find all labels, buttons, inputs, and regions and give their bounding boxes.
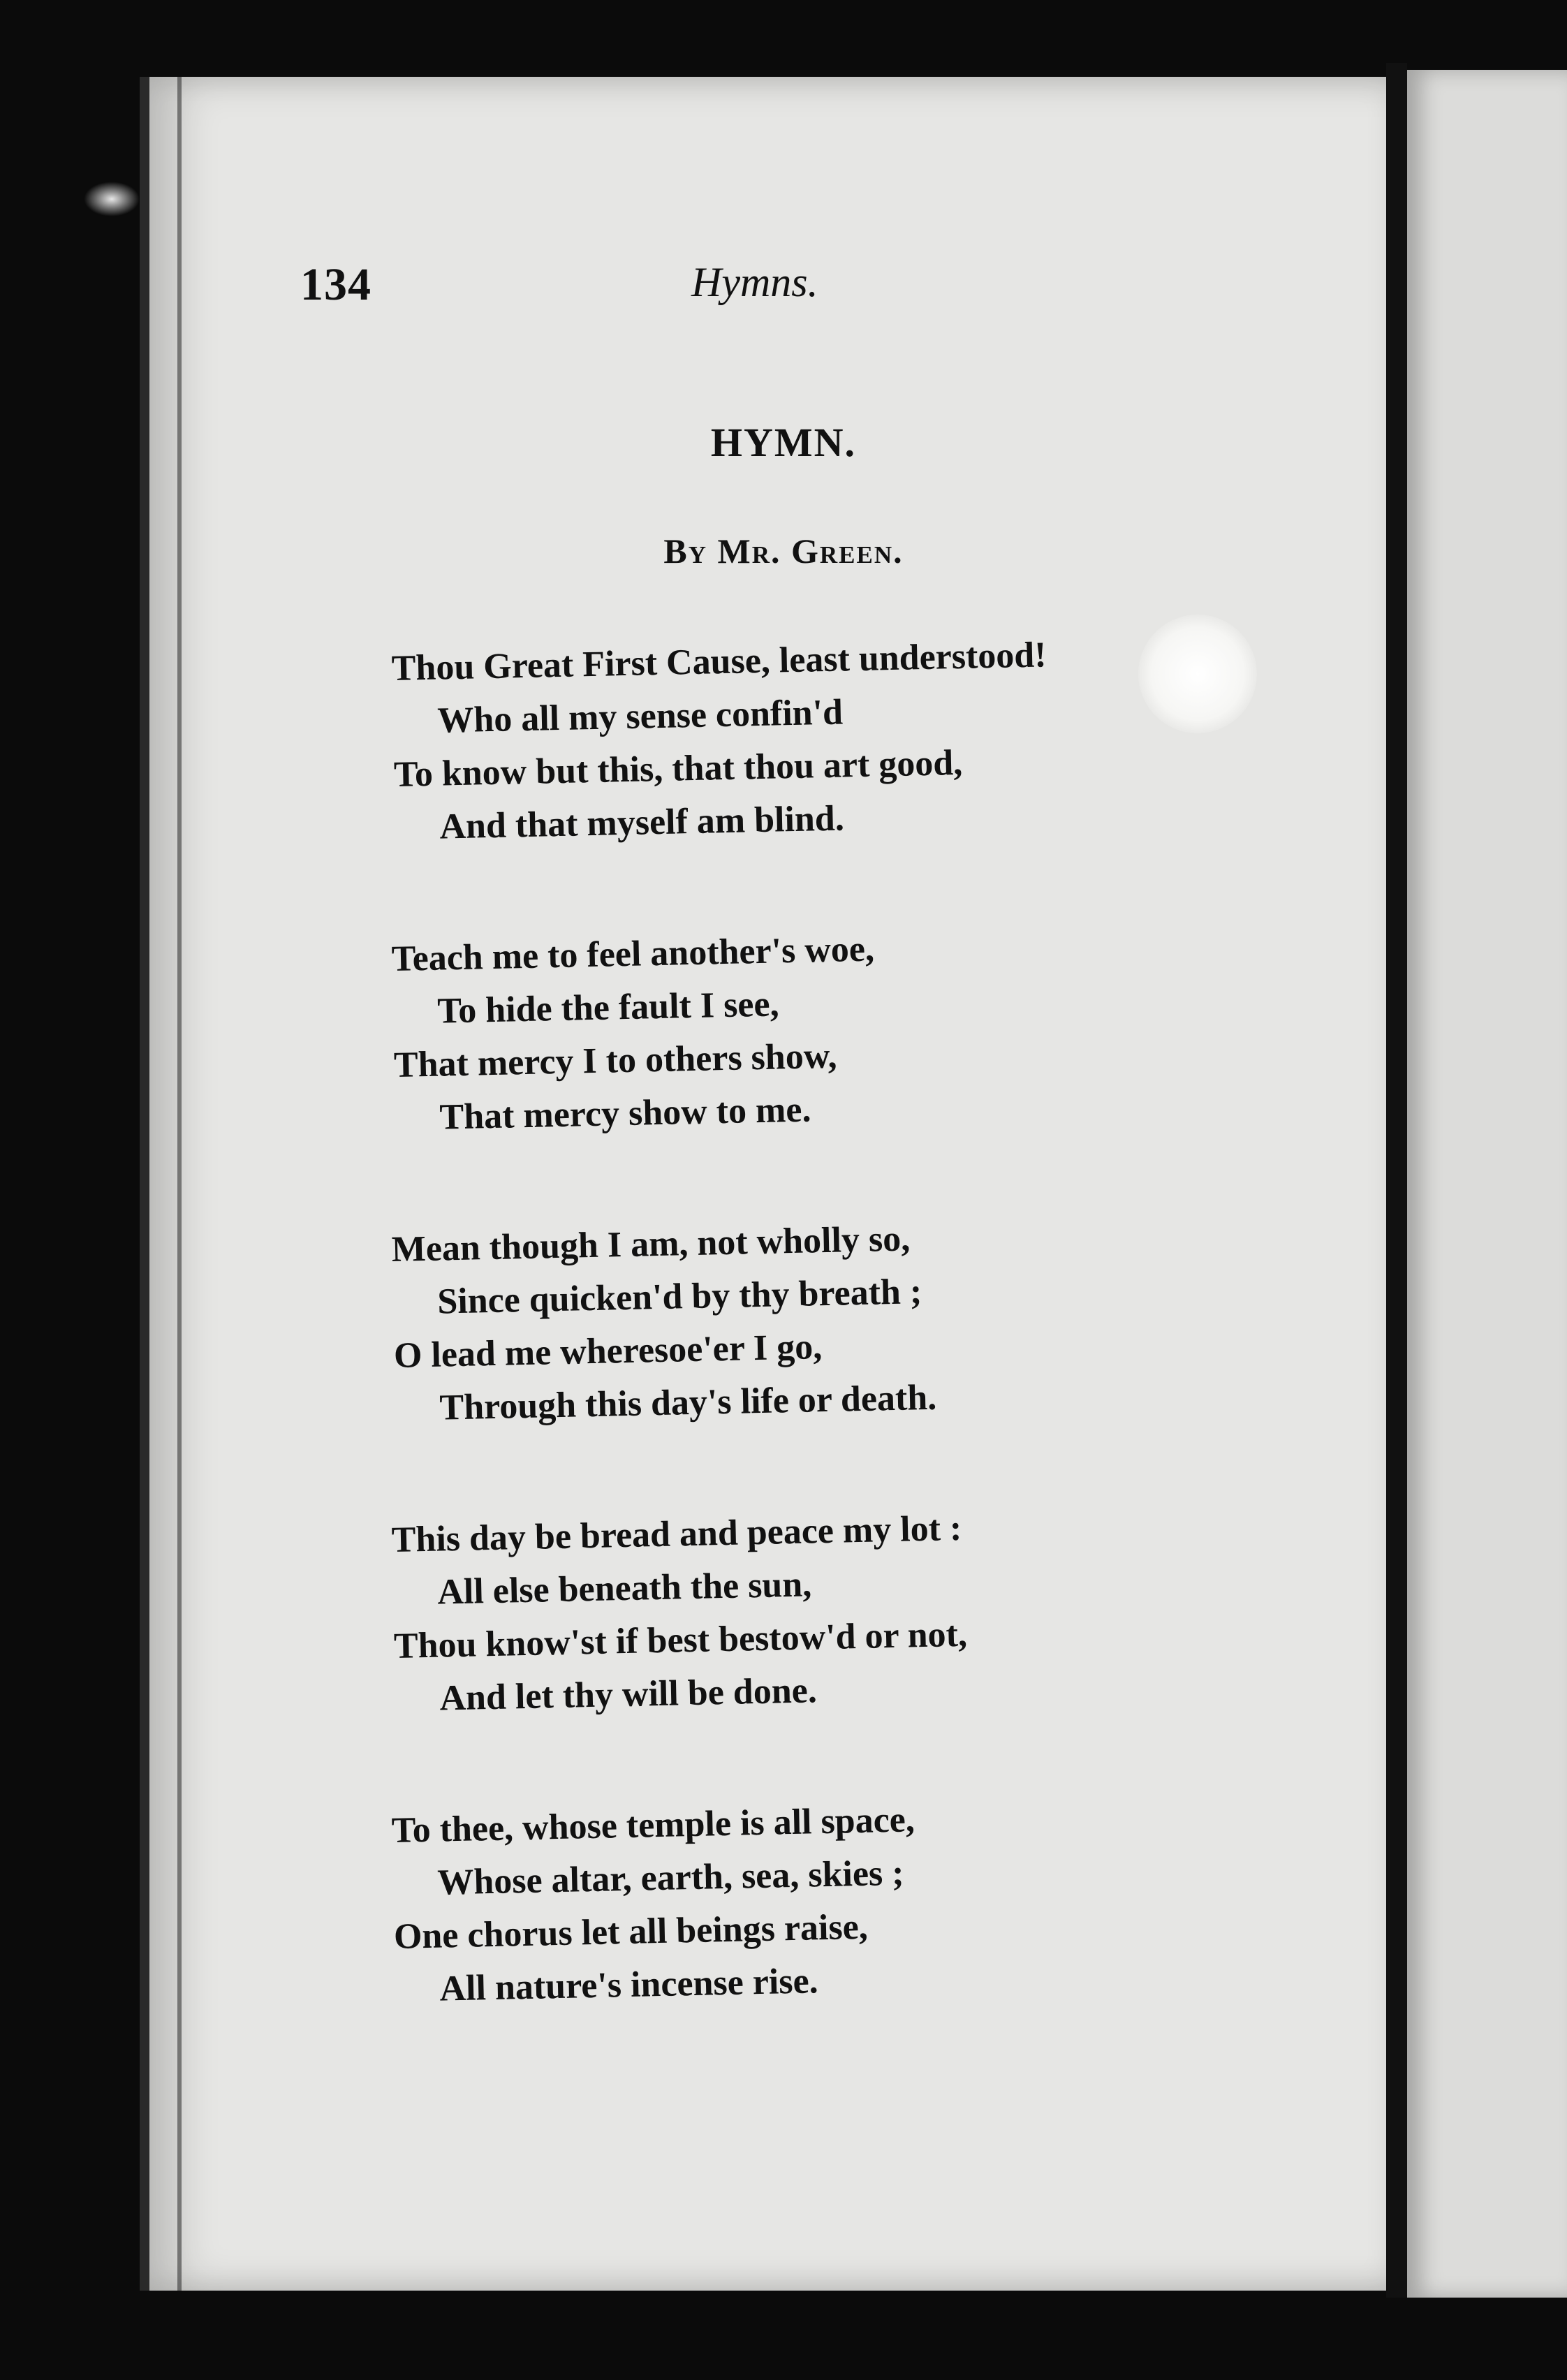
hymn-byline: By Mr. Green. [663,531,904,571]
scan-blemish [84,182,140,216]
hymn-title: HYMN. [710,420,857,465]
page-number: 134 [300,259,371,310]
verse-line: O lead me wheresoe'er I go, [393,1327,823,1376]
verse-line: Mean though I am, not wholly so, [391,1219,911,1270]
stanza [391,914,1303,1145]
verse-line: And let thy will be done. [439,1670,818,1719]
verse-line: Who all my sense confin'd [436,692,844,741]
facing-page-edge [1407,70,1567,2298]
verse-line: Through this day's life or death. [439,1377,937,1428]
verse-line: To hide the fault I see, [436,984,780,1031]
page-header [300,258,1348,321]
verse-line: That mercy I to others show, [393,1036,837,1085]
stanza [391,624,1303,855]
verse-line: One chorus let all beings raise, [393,1907,869,1957]
verse-line: Thou Great First Cause, least understood! [391,635,1047,689]
stanza [391,1205,1303,1436]
verse-line: All else beneath the sun, [436,1564,812,1613]
stanza [391,1495,1303,1726]
verse-line: Whose altar, earth, sea, skies ; [436,1853,905,1903]
stanza [391,1786,1303,2017]
verse-line: All nature's incense rise. [439,1961,819,2009]
verse-line: This day be bread and peace my lot : [391,1508,962,1560]
book-gutter [1386,63,1407,2298]
verse-line: Teach me to feel another's woe, [391,929,875,979]
verse-line: To know but this, that thou art good, [393,742,963,795]
verse-line: To thee, whose temple is all space, [391,1800,915,1851]
verse-line: Since quicken'd by thy breath ; [436,1272,922,1322]
verse-line: And that myself am blind. [439,798,845,847]
running-head: Hymns. [691,259,818,305]
poem-body [391,635,1299,2095]
verse-line: Thou know'st if best bestow'd or not, [393,1614,968,1666]
verse-line: That mercy show to me. [439,1089,811,1138]
